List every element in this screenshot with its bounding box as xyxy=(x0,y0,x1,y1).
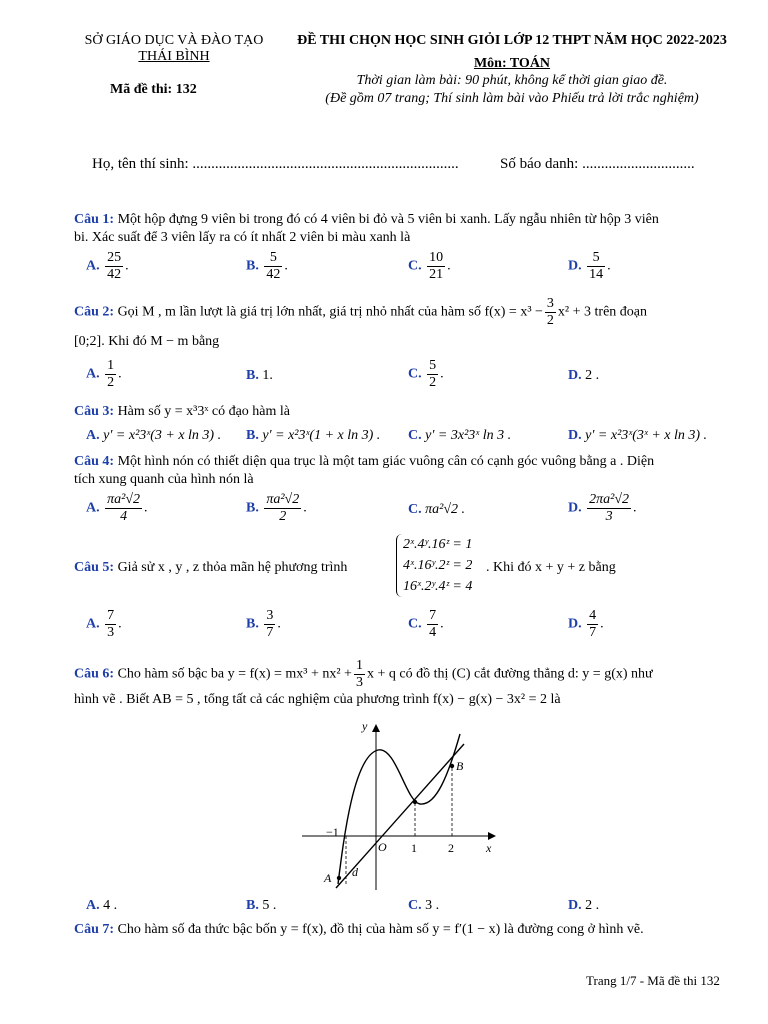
page-footer: Trang 1/7 - Mã đề thi 132 xyxy=(586,973,720,988)
question-5: Câu 5: Giả sử x , y , z thỏa mãn hệ phương trình xyxy=(74,560,348,575)
q1-option-a[interactable]: A. $\frac{25}{42}$ . xyxy=(86,250,129,282)
q3-option-c[interactable]: C. y′ = 3x²3ˣ ln 3 . xyxy=(408,428,512,443)
label-d: d xyxy=(352,865,358,879)
label-a: A xyxy=(324,871,332,885)
question-3: Câu 3: Hàm số y = x³3ˣ có đạo hàm là xyxy=(74,404,290,419)
q3-option-d[interactable]: D. y′ = x²3ˣ(3ˣ + x ln 3) . xyxy=(568,428,708,443)
cubic-curve xyxy=(338,734,460,884)
tick-label-1: 1 xyxy=(411,841,417,855)
exam-title: ĐỀ THI CHỌN HỌC SINH GIỎI LỚP 12 THPT NĂM HỌC 2022-2023 xyxy=(297,33,727,48)
label-b: B xyxy=(456,759,464,773)
q2-option-a[interactable]: A. $\frac{1}{2}$ . xyxy=(86,358,122,390)
q4-option-c[interactable]: C. πa²√2 . xyxy=(408,502,466,517)
equation-system: 2ˣ.4ʸ.16ᶻ = 1 4ˣ.16ʸ.2ᶻ = 2 16ˣ.2ʸ.4ᶻ = 4 xyxy=(396,534,472,597)
question-4-line2: tích xung quanh của hình nón là xyxy=(74,472,254,487)
q4-option-a[interactable]: A. $\frac{\text{πa²√2}}{4}$ . xyxy=(86,492,148,524)
exam-code: Mã đề thi: 132 xyxy=(110,82,197,97)
tick-label-minus1: −1 xyxy=(326,825,339,839)
question-7: Câu 7: Cho hàm số đa thức bậc bốn y = f(x), đồ thị của hàm số y = f′(1 − x) là đường cong ở hình vẽ. xyxy=(74,922,644,937)
q2-option-d[interactable]: D. 2 . xyxy=(568,368,600,383)
question-5-tail: . Khi đó x + y + z bằng xyxy=(486,560,616,575)
q3-option-a[interactable]: A. y′ = x²3ˣ(3 + x ln 3) . xyxy=(86,428,222,443)
q2-option-b[interactable]: B. 1. xyxy=(246,368,273,383)
question-label: Câu 1: xyxy=(74,212,115,227)
student-id-line: Số báo danh: .............................. xyxy=(500,156,695,172)
question-6-line2: hình vẽ . Biết AB = 5 , tổng tất cả các nghiệm của phương trình f(x) − g(x) − 3x² = 2 là xyxy=(74,692,561,707)
student-name-line: Họ, tên thí sinh: ....................................................................... xyxy=(92,156,459,172)
q1-option-b[interactable]: B. $\frac{5}{42}$ . xyxy=(246,250,288,282)
point-a xyxy=(337,876,341,880)
q6-option-a[interactable]: A. 4 . xyxy=(86,898,118,913)
question-2: Câu 2: Gọi M , m lần lượt là giá trị lớn nhất, giá trị nhỏ nhất của hàm số f(x) = x³ − $\frac{3}{2}$ x² + 3 trên đoạn xyxy=(74,296,647,328)
q6-option-b[interactable]: B. 5 . xyxy=(246,898,277,913)
q3-option-b[interactable]: B. y′ = x²3ˣ(1 + x ln 3) . xyxy=(246,428,381,443)
question-4: Câu 4: Một hình nón có thiết diện qua trục là một tam giác vuông cân có cạnh góc vuông bằng a . Diện xyxy=(74,454,655,469)
q5-option-d[interactable]: D. $\frac{4}{7}$ . xyxy=(568,608,604,640)
department-name: SỞ GIÁO DỤC VÀ ĐÀO TẠO THÁI BÌNH xyxy=(84,33,264,64)
question-1-line2: bi. Xác suất để 3 viên lấy ra có ít nhất 2 viên bi màu xanh là xyxy=(74,230,411,245)
q6-option-c[interactable]: C. 3 . xyxy=(408,898,440,913)
point-middle xyxy=(413,800,417,804)
q4-option-b[interactable]: B. $\frac{\text{πa²√2}}{2}$ . xyxy=(246,492,307,524)
tick-label-2: 2 xyxy=(448,841,454,855)
origin-label: O xyxy=(378,840,387,854)
exam-time: Thời gian làm bài: 90 phút, không kể thời gian giao đề. xyxy=(356,73,668,88)
y-label: y xyxy=(362,719,368,733)
question-1: Câu 1: Một hộp đựng 9 viên bi trong đó có 4 viên bi đỏ và 5 viên bi xanh. Lấy ngẫu nhiên từ hộp 3 viên xyxy=(74,212,659,227)
question-6: Câu 6: Cho hàm số bậc ba y = f(x) = mx³ + nx² + $\frac{1}{3}$ x + q có đồ thị (C) cắt đường thẳng d: y = g(x) như xyxy=(74,658,653,690)
q4-option-d[interactable]: D. $\frac{\text{2πa²√2}}{3}$ . xyxy=(568,492,637,524)
point-b xyxy=(450,764,454,768)
cubic-graph xyxy=(298,716,504,894)
exam-subject: Môn: TOÁN xyxy=(473,56,551,71)
x-label: x xyxy=(486,841,492,855)
q5-option-a[interactable]: A. $\frac{7}{3}$ . xyxy=(86,608,122,640)
q5-option-b[interactable]: B. $\frac{3}{7}$ . xyxy=(246,608,281,640)
q2-option-c[interactable]: C. $\frac{5}{2}$ . xyxy=(408,358,444,390)
question-2-line2: [0;2]. Khi đó M − m bằng xyxy=(74,334,220,349)
exam-note: (Đề gồm 07 trang; Thí sinh làm bài vào Phiếu trả lời trắc nghiệm) xyxy=(325,91,699,106)
q1-option-d[interactable]: D. $\frac{5}{14}$ . xyxy=(568,250,611,282)
q1-option-c[interactable]: C. $\frac{10}{21}$ . xyxy=(408,250,451,282)
q5-option-c[interactable]: C. $\frac{7}{4}$ . xyxy=(408,608,444,640)
q6-option-d[interactable]: D. 2 . xyxy=(568,898,600,913)
